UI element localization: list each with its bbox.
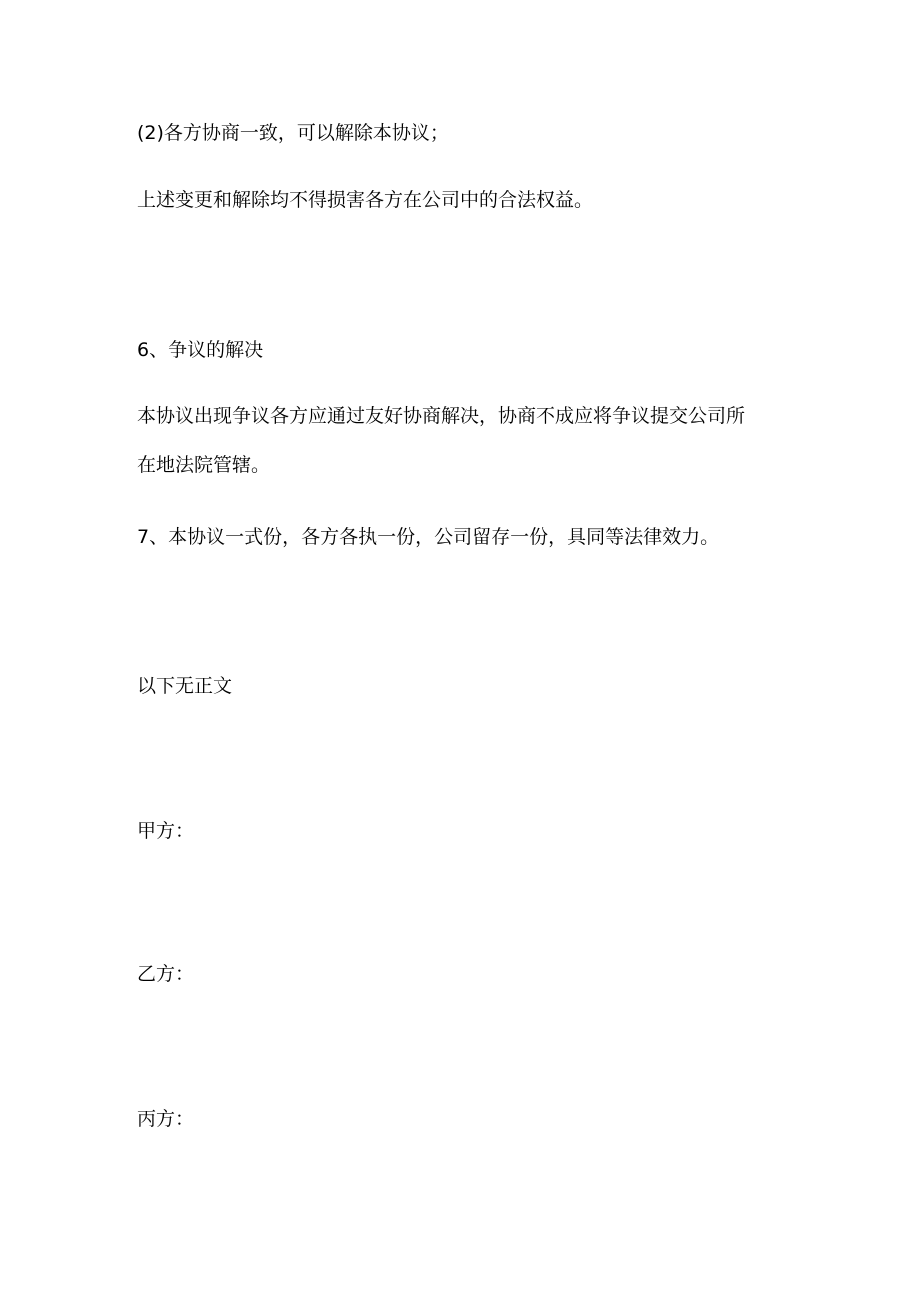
clause-7: 7、本协议一式份，各方各执一份，公司留存一份，具同等法律效力。: [137, 526, 720, 548]
party-b-signature-label: 乙方：: [137, 963, 195, 985]
clause-6-body-line-1: 本协议出现争议各方应通过友好协商解决，协商不成应将争议提交公司所: [137, 405, 746, 427]
party-c-signature-label: 丙方：: [137, 1108, 195, 1130]
end-note: 以下无正文: [137, 675, 233, 697]
party-a-signature-label: 甲方：: [137, 820, 195, 842]
clause-5-note: 上述变更和解除均不得损害各方在公司中的合法权益。: [137, 189, 594, 211]
clause-6-heading: 6、争议的解决: [137, 339, 264, 361]
clause-5-item-2: (2)各方协商一致，可以解除本协议；: [137, 122, 449, 144]
clause-6-body-line-2: 在地法院管辖。: [137, 454, 271, 476]
